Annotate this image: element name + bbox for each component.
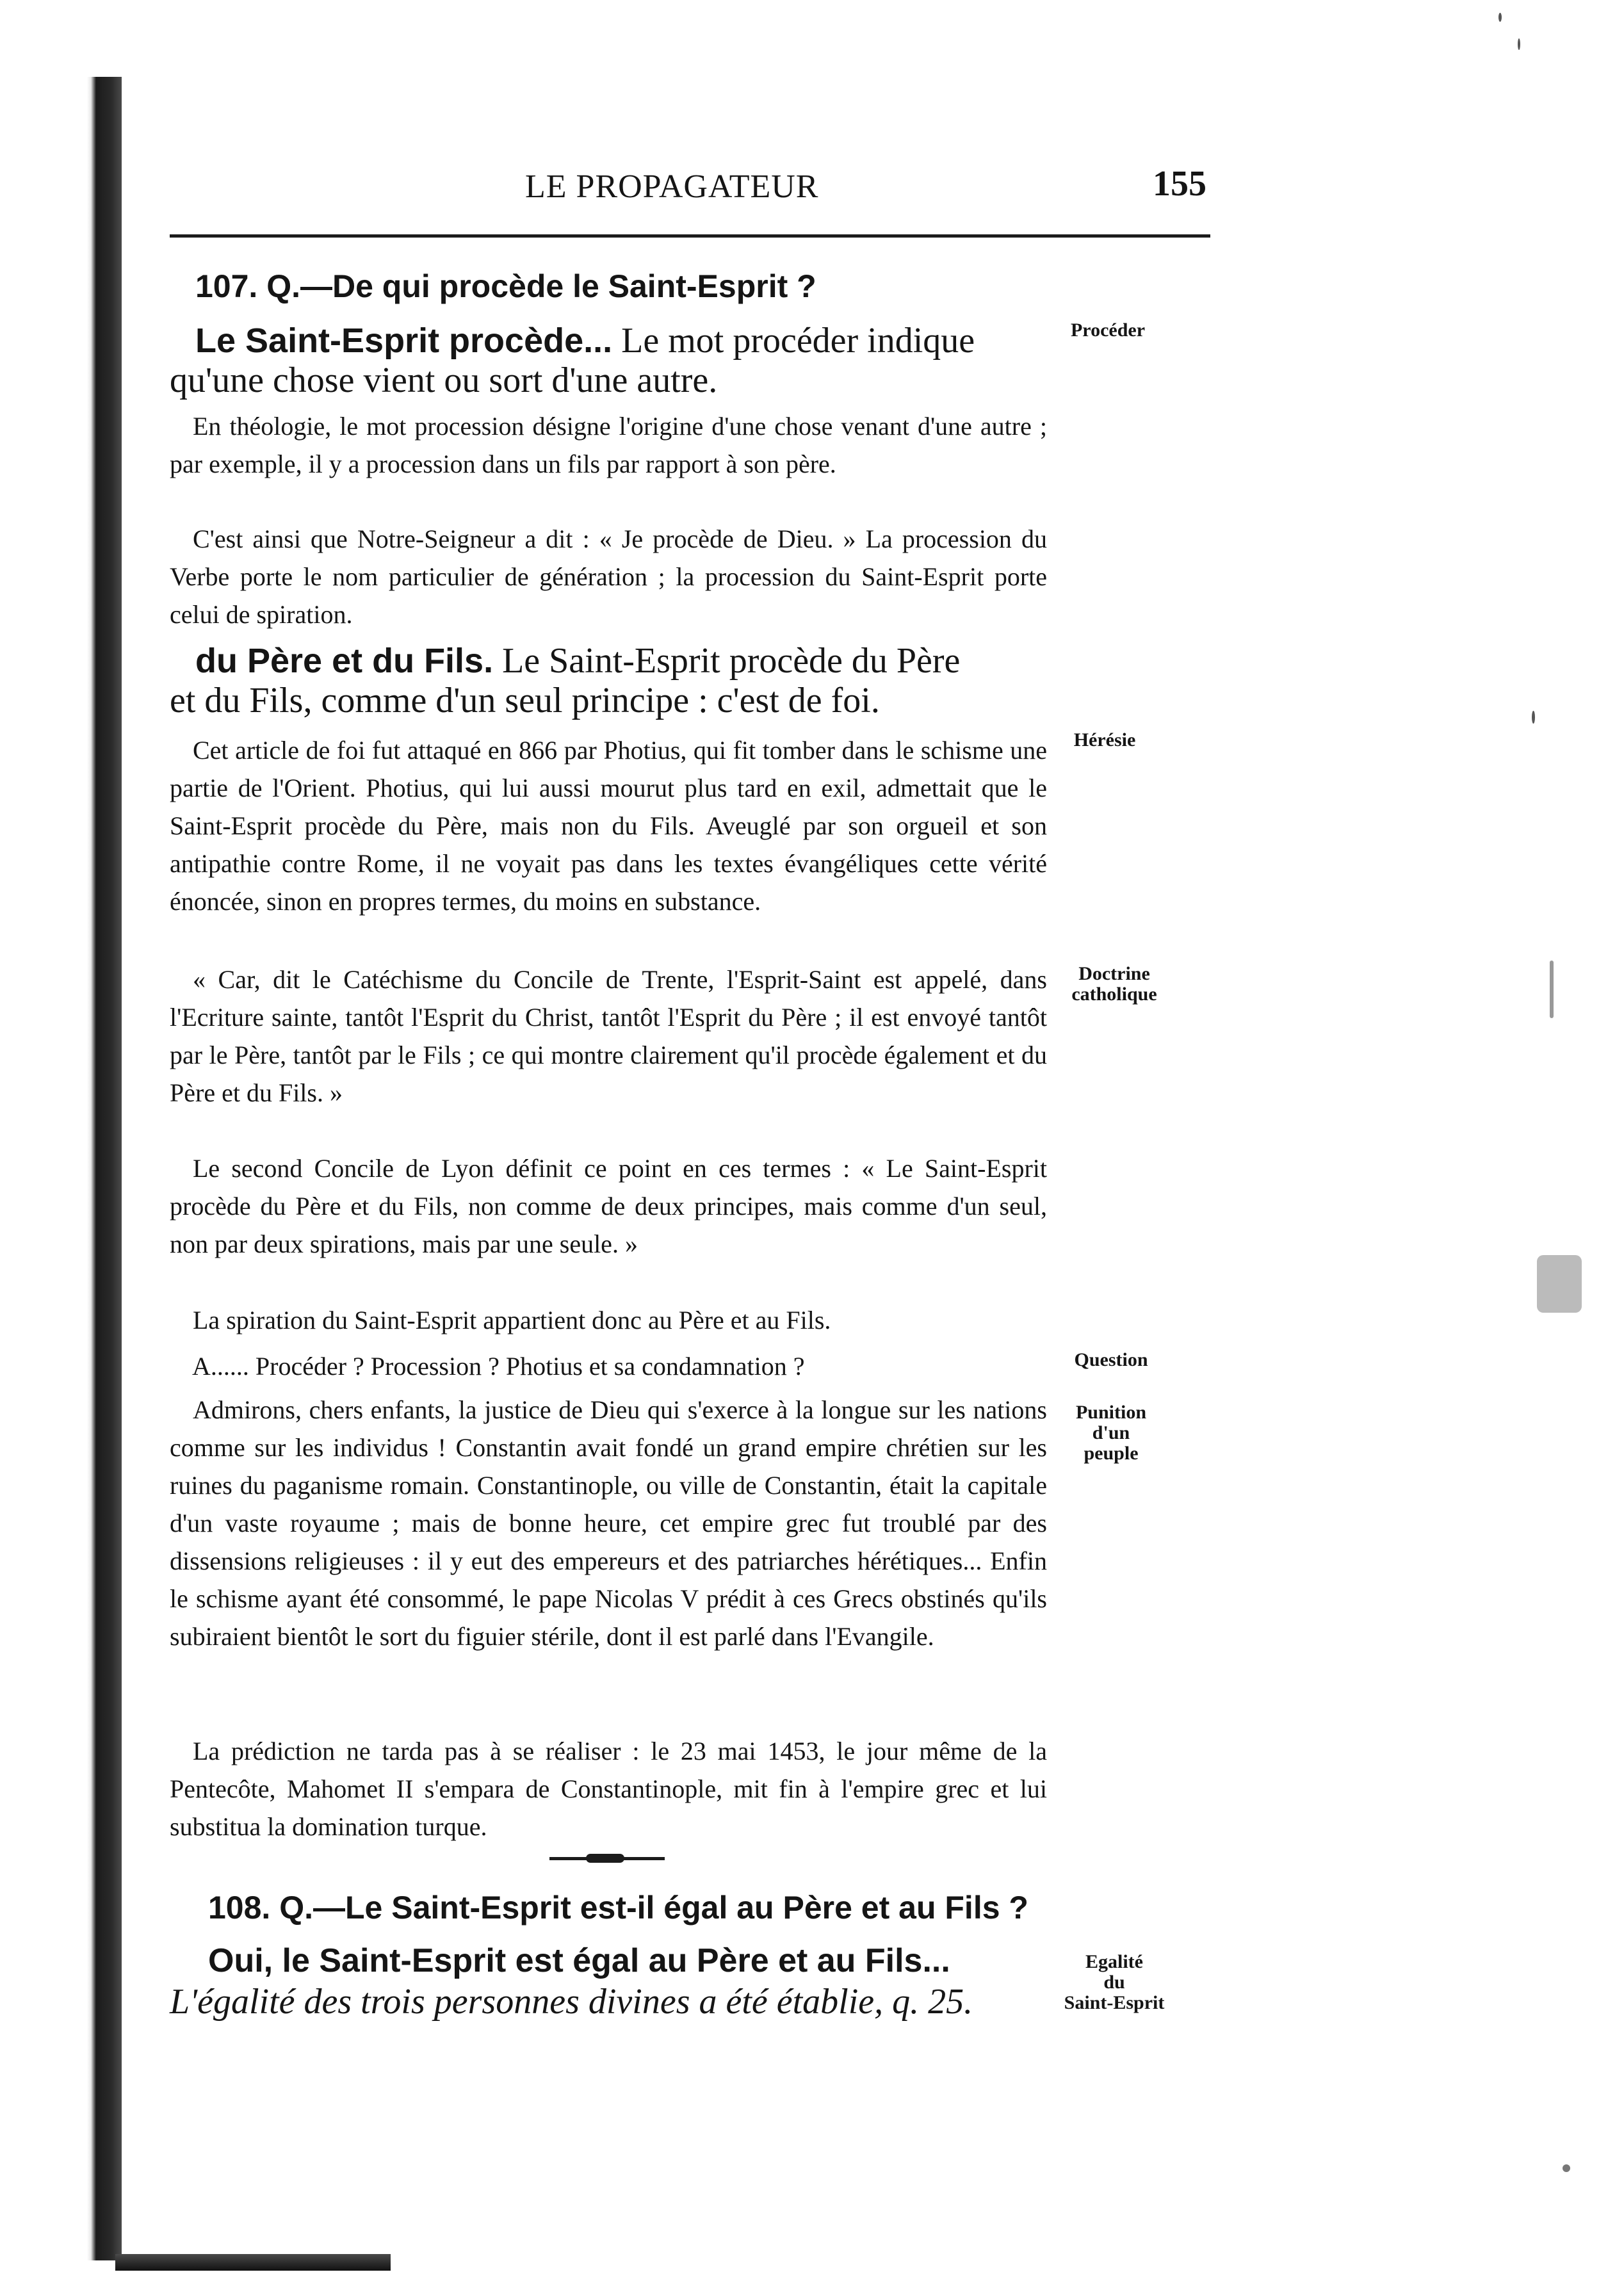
margin-note-punition: [1057, 1402, 1165, 1464]
paragraph-photius: Cet article de foi fut attaqué en 866 par Photius, qui fit tomber dans le schisme une partie de l'Orient. Photius, qui lui aussi mourut plus tard en exil, admettait que le Saint-Esprit procède du Père, mais non du Fils. Aveuglé par son orgueil et son antipathie contre Rome, il ne voyait pas dans les textes évangéliques cette vérité énoncée, sinon en propres termes, du moins en substance.: [170, 736, 1047, 916]
question-107: 107. Q.—De qui procède le Saint-Esprit ?: [195, 268, 816, 304]
page-number: 155: [1153, 164, 1206, 204]
margin-note-punition-line1: Punition: [1075, 1402, 1147, 1423]
margin-note-heresie: [1057, 730, 1153, 750]
answer-107-text1: Le mot procéder indique: [621, 321, 975, 361]
answer-107b-lead: du Père et du Fils.: [195, 642, 494, 680]
margin-note-question-text: Question: [1074, 1349, 1148, 1370]
answer-107-lead: Le Saint-Esprit procède...: [195, 321, 613, 360]
scan-speck: [1537, 1255, 1582, 1313]
running-header-title: LE PROPAGATEUR: [525, 168, 819, 205]
margin-note-egalite-line3: Saint-Esprit: [1064, 1992, 1165, 2013]
answer-108-line1: Oui, le Saint-Esprit est égal au Père et au Fils...: [208, 1942, 950, 1979]
paragraph-procession: En théologie, le mot procession désigne l'origine d'une chose venant d'une autre ; par exemple, il y a procession dans un fils par rapport à son père.: [170, 412, 1047, 478]
answer-107b-line1: [195, 640, 960, 681]
answer-107-line1: [195, 320, 975, 361]
margin-note-egalite: [1050, 1952, 1178, 2013]
answer-107b-line2: et du Fils, comme d'un seul principe : c'est de foi.: [170, 681, 880, 720]
margin-note-proceder: [1050, 320, 1165, 341]
question-108: 108. Q.—Le Saint-Esprit est-il égal au Père et au Fils ?: [208, 1890, 1028, 1926]
paragraph-punition: Admirons, chers enfants, la justice de Dieu qui s'exerce à la longue sur les nations comme sur les individus ! Constantin avait fondé un grand empire chrétien sur les ruines du paganisme romain. Constantinople, ou ville de Constantin, était la capitale d'un vaste royaume ; mais de bonne heure, cet empire grec fut troublé par des dissensions religieuses : il y eut des empereurs et des patriarches hérétiques... Enfin le schisme ayant été consommé, le pape Nicolas V prédit à ces Grecs obstinés qu'ils subiraient bientôt le sort du figuier stérile, dont il est parlé dans l'Evangile.: [170, 1395, 1047, 1651]
margin-note-punition-line2: d'un: [1092, 1422, 1130, 1443]
paragraph-spiration: La spiration du Saint-Esprit appartient donc au Père et au Fils.: [193, 1306, 831, 1334]
paragraph-prediction: La prédiction ne tarda pas à se réaliser : le 23 mai 1453, le jour même de la Pentecôte, Mahomet II s'empara de Constantinople, mit fin à l'empire grec et lui substitua la domination turque.: [170, 1737, 1047, 1841]
scan-speck: [1532, 711, 1535, 724]
paragraph-lyon: Le second Concile de Lyon définit ce point en ces termes : « Le Saint-Esprit procède du Père et du Fils, non comme de deux principes, mais comme d'un seul, non par deux spirations, mais par une seule. »: [170, 1154, 1047, 1258]
answer-107b-text1: Le Saint-Esprit procède du Père: [502, 641, 961, 681]
paragraph-generation: C'est ainsi que Notre-Seigneur a dit : « Je procède de Dieu. » La procession du Verbe porte le nom particulier de génération ; la procession du Saint-Esprit porte celui de spiration.: [170, 524, 1047, 629]
paragraph-trente: « Car, dit le Catéchisme du Concile de Trente, l'Esprit-Saint est appelé, dans l'Ecriture sainte, tantôt l'Esprit du Christ, tantôt l'Esprit du Père ; il est envoyé tantôt par le Père, tantôt par le Fils ; ce qui montre clairement qu'il procède également et du Père et du Fils. »: [170, 965, 1047, 1107]
answer-108-line2: L'égalité des trois personnes divines a été établie, q. 25.: [170, 1982, 973, 2022]
scan-speck: [1563, 2164, 1570, 2172]
scan-speck: [1498, 13, 1502, 22]
binding-edge-bottom: [115, 2254, 391, 2271]
margin-note-egalite-line2: du: [1103, 1972, 1125, 1993]
margin-note-heresie-text: Hérésie: [1073, 729, 1136, 750]
binding-edge: [26, 77, 122, 2260]
margin-note-doctrine-line2: catholique: [1071, 984, 1157, 1005]
margin-note-egalite-line1: Egalité: [1085, 1951, 1143, 1972]
exercise-question: A...... Procéder ? Procession ? Photius et sa condamnation ?: [192, 1352, 805, 1381]
section-separator-ornament: [586, 1854, 624, 1863]
margin-note-doctrine-line1: Doctrine: [1078, 963, 1150, 984]
scan-speck: [1518, 38, 1520, 50]
header-rule: [170, 234, 1210, 238]
scan-speck: [1550, 961, 1554, 1018]
margin-note-doctrine: [1057, 964, 1172, 1005]
margin-note-punition-line3: peuple: [1084, 1443, 1139, 1464]
answer-107-line2: qu'une chose vient ou sort d'une autre.: [170, 361, 718, 400]
margin-note-proceder-text: Procéder: [1070, 320, 1146, 341]
margin-note-question: [1057, 1350, 1165, 1370]
